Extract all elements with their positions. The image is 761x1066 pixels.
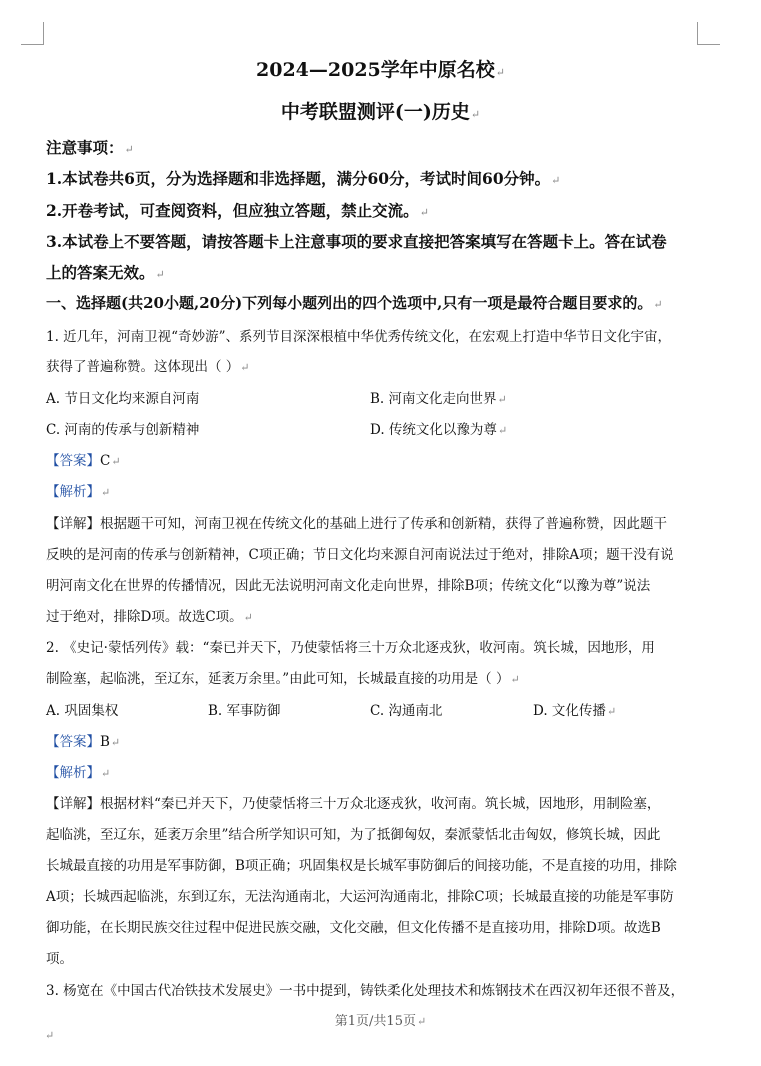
q2-option-c: C. 沟通南北	[370, 703, 443, 719]
q1-option-c: C. 河南的传承与创新精神	[46, 422, 200, 438]
q2-option-b: B. 军事防御	[208, 703, 281, 719]
q2-answer: 【答案】B↵	[46, 734, 121, 750]
q1-option-d: D. 传统文化以豫为尊↵	[370, 422, 508, 438]
corner-mark-top-right	[697, 22, 720, 45]
q2-option-d: D. 文化传播↵	[533, 703, 617, 719]
q1-detail-line-1: 【详解】根据题干可知，河南卫视在传统文化的基础上进行了传承和创新精，获得了普遍称赞，因此题干	[46, 516, 667, 532]
page-footer: 第1页/共15页↵	[334, 1014, 427, 1029]
q1-answer: 【答案】C↵	[46, 453, 121, 469]
q2-detail-line-5: 御功能，在长期民族交往过程中促进民族交融，文化交融，但文化传播不是直接功用，排除D项。故选B	[46, 920, 661, 936]
q2-detail-line-4: A项；长城西起临洮，东到辽东，无法沟通南北，大运河沟通南北，排除C项；长城最直接的功能是军事防	[46, 889, 674, 905]
q1-detail-line-4: 过于绝对，排除D项。故选C项。↵	[46, 609, 253, 625]
q1-stem-line-2: 获得了普遍称赞。这体现出（ ）↵	[46, 359, 250, 375]
q1-detail-line-2: 反映的是河南的传承与创新精神，C项正确；节日文化均来源自河南说法过于绝对，排除A项；题干没有说	[46, 547, 674, 563]
q1-analysis-label: 【解析】↵	[46, 484, 111, 500]
q2-detail-line-3: 长城最直接的功用是军事防御，B项正确；巩固集权是长城军事防御后的间接功能，不是直接的功用，排除	[46, 858, 677, 874]
paragraph-mark: ↵	[45, 1029, 55, 1042]
q2-detail-line-2: 起临洮，至辽东，延袤万余里”结合所学知识可知，为了抵御匈奴，秦派蒙恬北击匈奴，修筑长城，因此	[46, 827, 661, 843]
notice-item-3: 3.本试卷上不要答题，请按答题卡上注意事项的要求直接把答案填写在答题卡上。答在试卷	[46, 232, 667, 251]
q1-option-b: B. 河南文化走向世界↵	[370, 391, 507, 407]
q2-detail-line-6: 项。	[46, 951, 73, 967]
q3-stem-line-1: 3. 杨宽在《中国古代冶铁技术发展史》一书中提到，铸铁柔化处理技术和炼钢技术在西汉初年还很不普及，	[46, 983, 685, 999]
notice-item-2: 2.开卷考试，可查阅资料，但应独立答题，禁止交流。↵	[46, 201, 429, 220]
q2-detail-line-1: 【详解】根据材料“秦已并天下，乃使蒙恬将三十万众北逐戎狄，收河南。筑长城，因地形，用制险塞，	[46, 796, 661, 812]
q2-analysis-label: 【解析】↵	[46, 765, 111, 781]
q1-option-a: A. 节日文化均来源自河南	[46, 391, 200, 407]
notice-heading: 注意事项：↵	[46, 138, 134, 157]
section-heading: 一、选择题(共20小题,20分)下列每小题列出的四个选项中,只有一项是最符合题目要求的。↵	[46, 294, 663, 312]
q2-stem-line-2: 制险塞，起临洮，至辽东，延袤万余里。”由此可知，长城最直接的功用是（ ）↵	[46, 671, 520, 687]
corner-mark-top-left	[21, 22, 44, 45]
document-title: 2024—2025学年中原名校↵	[256, 59, 505, 81]
q2-stem-line-1: 2. 《史记·蒙恬列传》载：“秦已并天下，乃使蒙恬将三十万众北逐戎狄，收河南。筑长城，因地形，用	[46, 640, 655, 656]
document-subtitle: 中考联盟测评(一)历史↵	[280, 101, 481, 123]
notice-item-3-cont: 上的答案无效。↵	[46, 263, 165, 282]
q2-option-a: A. 巩固集权	[46, 703, 119, 719]
notice-item-1: 1.本试卷共6页，分为选择题和非选择题，满分60分，考试时间60分钟。↵	[46, 169, 561, 188]
q1-stem-line-1: 1. 近几年，河南卫视“奇妙游”、系列节目深深根植中华优秀传统文化，在宏观上打造中华节日文化宇宙，	[46, 329, 671, 345]
q1-detail-line-3: 明河南文化在世界的传播情况，因此无法说明河南文化走向世界，排除B项；传统文化“以豫为尊”说法	[46, 578, 651, 594]
